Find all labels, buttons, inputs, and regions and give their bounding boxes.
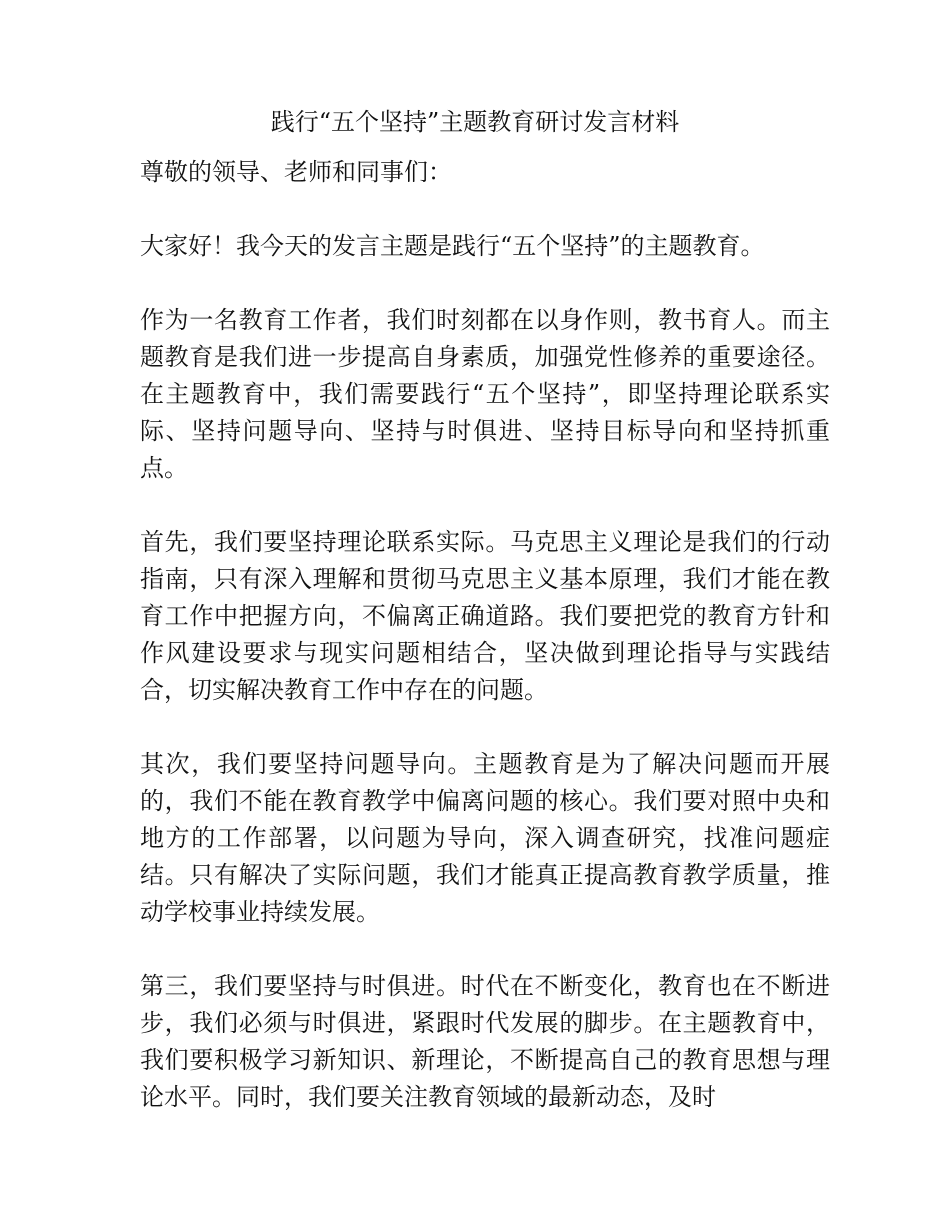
salutation: 尊敬的领导、老师和同事们： bbox=[140, 158, 452, 186]
paragraph-third-point: 第三，我们要坚持与时俱进。时代在不断变化，教育也在不断进步，我们必须与时俱进，紧跟时代发展的脚步。在主题教育中，我们要积极学习新知识、新理论，不断提高自己的教育思想与理论水平。同时，我们要关注教育领域的最新动态，及时 bbox=[140, 972, 830, 1111]
paragraph-intro: 作为一名教育工作者，我们时刻都在以身作则，教书育人。而主题教育是我们进一步提高自身素质，加强党性修养的重要途径。在主题教育中，我们需要践行“五个坚持”，即坚持理论联系实际、坚持问题导向、坚持与时俱进、坚持目标导向和坚持抓重点。 bbox=[140, 306, 830, 482]
document-title: 践行“五个坚持”主题教育研讨发言材料 bbox=[270, 108, 680, 136]
paragraph-second-point: 其次，我们要坚持问题导向。主题教育是为了解决问题而开展的，我们不能在教育教学中偏离问题的核心。我们要对照中央和地方的工作部署，以问题为导向，深入调查研究，找准问题症结。只有解决了实际问题，我们才能真正提高教育教学质量，推动学校事业持续发展。 bbox=[140, 750, 830, 926]
paragraph-first-point: 首先，我们要坚持理论联系实际。马克思主义理论是我们的行动指南，只有深入理解和贯彻马克思主义基本原理，我们才能在教育工作中把握方向，不偏离正确道路。我们要把党的教育方针和作风建设要求与现实问题相结合，坚决做到理论指导与实践结合，切实解决教育工作中存在的问题。 bbox=[140, 528, 830, 704]
paragraph-greeting: 大家好！我今天的发言主题是践行“五个坚持”的主题教育。 bbox=[140, 232, 765, 260]
document-body bbox=[140, 154, 830, 1116]
